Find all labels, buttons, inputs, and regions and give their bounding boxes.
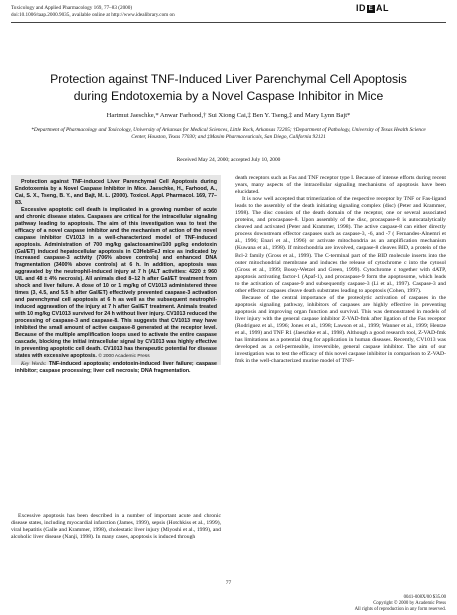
left-column-body (11, 513, 221, 541)
body-paragraph-2: It is now well accepted that trimerization of the respective receptor by TNF or Fas-ligand leads to the assembly of the death initiating signaling complex (disc) (Peter and Krammer, 1998). The disc consists of the death domain of the receptor, one or several associated proteins, and procaspase-8. Upon assembly of the disc, procaspase-8 is autocatalytically cleaved and activated (Peter and Krammer, 1998). The active caspase-8 can either directly process downstream effector caspases such as caspase-3, -6, and -7 ( Fernandes-Alnemri et al., 1996; Enari et al., 1996) or activate mitochondria as an amplification mechanism (Kuwana et al., 1998). If mitochondria are involved, caspase-8 cleaves BID, a protein of the Bcl-2 family (Gross et al., 1999). The C-terminal part of the BID molecule inserts into the outer mitochondrial membrane and induces the release of cytochrome c into the cytosol (Gross et al., 1999; Bossy-Wetzel and Green, 1999). Cytochrome c together with dATP, apoptosis activating factor-1 (Apaf-1), and procaspase-9 form the apoptosome, which leads to the activation of caspase-9 and subsequently caspase-3 (Li et al., 1997). Caspase-3 and other effector caspases cleave death substrates leading to apoptosis (Cohen, 1997). (235, 196, 446, 294)
copyright-footer (355, 595, 446, 613)
keywords (15, 361, 217, 375)
body-paragraph-1: death receptors such as Fas and TNF receptor type I. Because of intense efforts during recent years, many aspects of the intracellular signaling mechanisms of apoptosis have been elucidated. (235, 175, 446, 196)
affiliations: *Department of Pharmacology and Toxicology, University of Arkansas for Medical Sciences, Little Rock, Arkansas 72205; †Department of Pathology, University of Texas Health Science Center, Houston, Texas 77030; and ‡Maxim Pharmaceuticals, San Diego, California 92121 (31, 127, 426, 141)
right-column-body (235, 175, 446, 365)
logo-text-left: ID (356, 3, 366, 13)
abstract-body (15, 207, 217, 361)
journal-line: Toxicology and Applied Pharmacology 169, 77–83 (2000) (11, 5, 133, 11)
authors: Hartmut Jaeschke,* Anwar Farhood,† Sui Xiong Cai,‡ Ben Y. Tseng,‡ and Mary Lynn Bajt* (106, 112, 351, 119)
logo-text-right: AL (376, 3, 389, 13)
body-paragraph-3: Because of the central importance of the proteolytic activation of caspases in the apoptosis signaling pathway, inhibitors of caspases are highly effective in preventing apoptosis and improving organ function and survival. This was demonstrated in models of liver injury with the general caspase inhibitor Z-VAD-fmk after ligation of the Fas receptor (Rodriguez et al., 1996; Jones et al., 1998; Lawson et al., 1999; Wanner et al., 1999; Hentze et al., 1999) and TNF R1 (Jaeschke et al., 1998). Although a good research tool, Z-VAD-fmk has limitations as a potential drug for application in human diseases. Recently, CV1013 was developed as a cell-permeable, irreversible, general caspase inhibitor. The aim of our investigation was to test the efficacy of this novel caspase inhibitor in comparison to Z-VAD-fmk in the well-characterized murine model of TNF- (235, 294, 446, 365)
ideal-logo (356, 3, 389, 13)
keywords-label: Key Words: (21, 360, 47, 367)
rights-line: All rights of reproduction in any form reserved. (354, 607, 446, 612)
logo-box: E (368, 5, 374, 12)
title-line-1: Protection against TNF-Induced Liver Parenchymal Cell Apoptosis (50, 72, 407, 86)
title-line-2: during Endotoxemia by a Novel Caspase Inhibitor in Mice (73, 89, 384, 103)
abstract-text: Excessive apoptotic cell death is implicated in a growing number of acute and chronic disease states. Caspases are critical for the intracellular signaling pathway leading to apoptosis. The aim of this investigation was to test the efficacy of a novel caspase inhibitor and the mechanism of action of the novel caspase inhibitor CV1013 in a well-characterized model of TNF-induced apoptosis. Administration of 700 mg/kg galactosamine/100 µg/kg endotoxin (Gal/ET) induced hepatocellular apoptosis in C3Heb/FeJ mice as indicated by increased caspase-3 activity (706% above controls) and enhanced DNA fragmentation (3400% above controls) at 6 h. In addition, apoptosis was aggravated by the neutrophil-induced injury at 7 h (ALT activities: 4220 ± 960 U/L and 48 ± 4% necrosis). All animals died 8–12 h after Gal/ET treatment from shock and liver failure. A dose of 10 or 1 mg/kg of CV1013 administered three times (3, 4.5, and 5.5 h after Gal/ET) effectively prevented caspase-3 activation and parenchymal cell apoptosis at 6 h as well as the subsequent neutrophil-induced aggravation of the injury at 7 h after Gal/ET treatment. Animals treated with 10 mg/kg CV1013 survived for 24 h without liver injury. CV1013 reduced the processing of caspase-3 and caspase-8. This suggests that CV1013 may have inhibited the small amount of active caspase-8 generated at the receptor level. Because of the multiple amplification loops used to activate the entire caspase cascade, blocking the initial intracellular signal by CV1013 was highly effective in preventing apoptotic cell death. CV1013 has therapeutic potential for disease states with excessive apoptosis. (15, 206, 217, 359)
running-header (11, 5, 175, 19)
abstract-copyright: © 2000 Academic Press (98, 353, 150, 359)
issn-line: 0041-008X/00 $35.00 (403, 595, 446, 600)
article-title (0, 71, 457, 105)
abstract-citation: Protection against TNF-induced Liver Parenchymal Cell Apoptosis during Endotoxemia by a Novel Caspase Inhibitor in Mice. Jaeschke, H., Farhood, A., Cai, S. X., Tseng, B. Y., and Bajt, M. L. (2000). Toxicol. Appl. Pharmacol. 169, 77–83. (15, 179, 217, 206)
page-number: 77 (225, 580, 232, 586)
received-date: Received May 24, 2000; accepted July 10, 2000 (176, 157, 281, 163)
doi-line: doi:10.1006/taap.2000.9035, available online at http://www.idealibrary.com on (11, 12, 175, 18)
keywords-text: TNF-induced apoptosis; endotoxin-induced liver failure; caspase inhibitor; caspase processing; liver cell necrosis; DNA fragmentation. (15, 360, 217, 374)
copyright-line: Copyright © 2000 by Academic Press (373, 601, 446, 606)
intro-paragraph: Excessive apoptosis has been described in a number of important acute and chronic disease states, including myocardial infarction (James, 1999), sepsis (Hotchkiss et al., 1999), viral hepatitis (Galle and Krammer, 1998), cholestatic liver injury (Miyoshi et al., 1999), and alcoholic liver disease (Nanji, 1998). In many cases, apoptosis is induced through (11, 513, 221, 541)
header-rule (11, 22, 446, 23)
abstract (15, 179, 217, 375)
